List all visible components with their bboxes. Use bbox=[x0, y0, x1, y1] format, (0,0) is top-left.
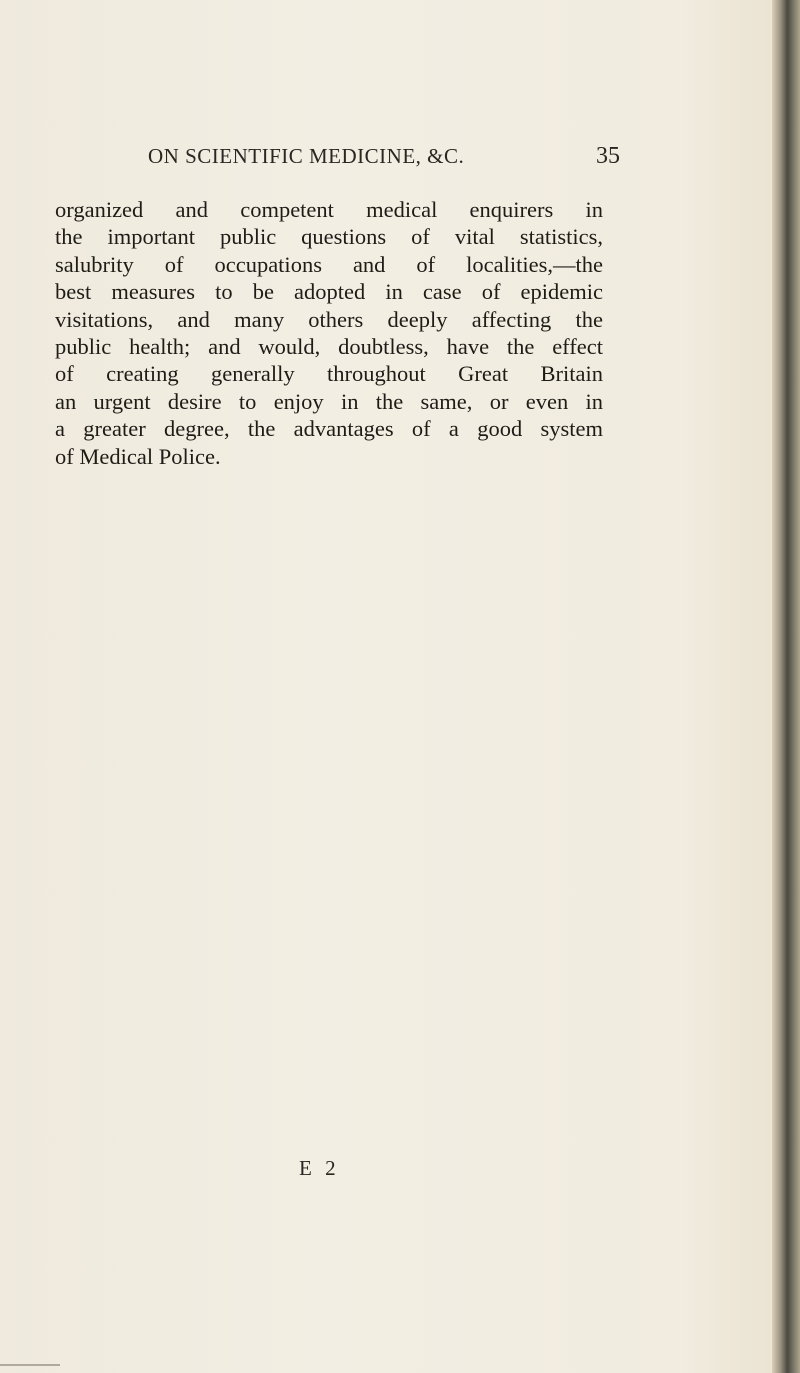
text-line: the important public questions of vital statistics, bbox=[55, 224, 603, 250]
text-line: of creating generally throughout Great Britain bbox=[55, 361, 603, 387]
text-line: of Medical Police. bbox=[55, 443, 221, 469]
signature-mark: E 2 bbox=[299, 1156, 340, 1180]
text-line: best measures to be adopted in case of epidemic bbox=[55, 279, 603, 305]
running-title: ON SCIENTIFIC MEDICINE, &C. bbox=[148, 144, 465, 168]
text-line: salubrity of occupations and of localities,—the bbox=[55, 251, 603, 277]
page-number: 35 bbox=[596, 143, 620, 169]
body-paragraph bbox=[55, 196, 603, 470]
book-spine-edge bbox=[772, 0, 800, 1373]
bottom-edge-rule bbox=[0, 1364, 60, 1366]
text-line: organized and competent medical enquirers in bbox=[55, 197, 603, 222]
text-line: visitations, and many others deeply affecting the bbox=[55, 306, 603, 332]
running-head bbox=[148, 143, 620, 177]
text-line: a greater degree, the advantages of a good system bbox=[55, 416, 603, 442]
text-line: public health; and would, doubtless, have the effect bbox=[55, 334, 603, 360]
text-line: an urgent desire to enjoy in the same, or even in bbox=[55, 388, 603, 414]
